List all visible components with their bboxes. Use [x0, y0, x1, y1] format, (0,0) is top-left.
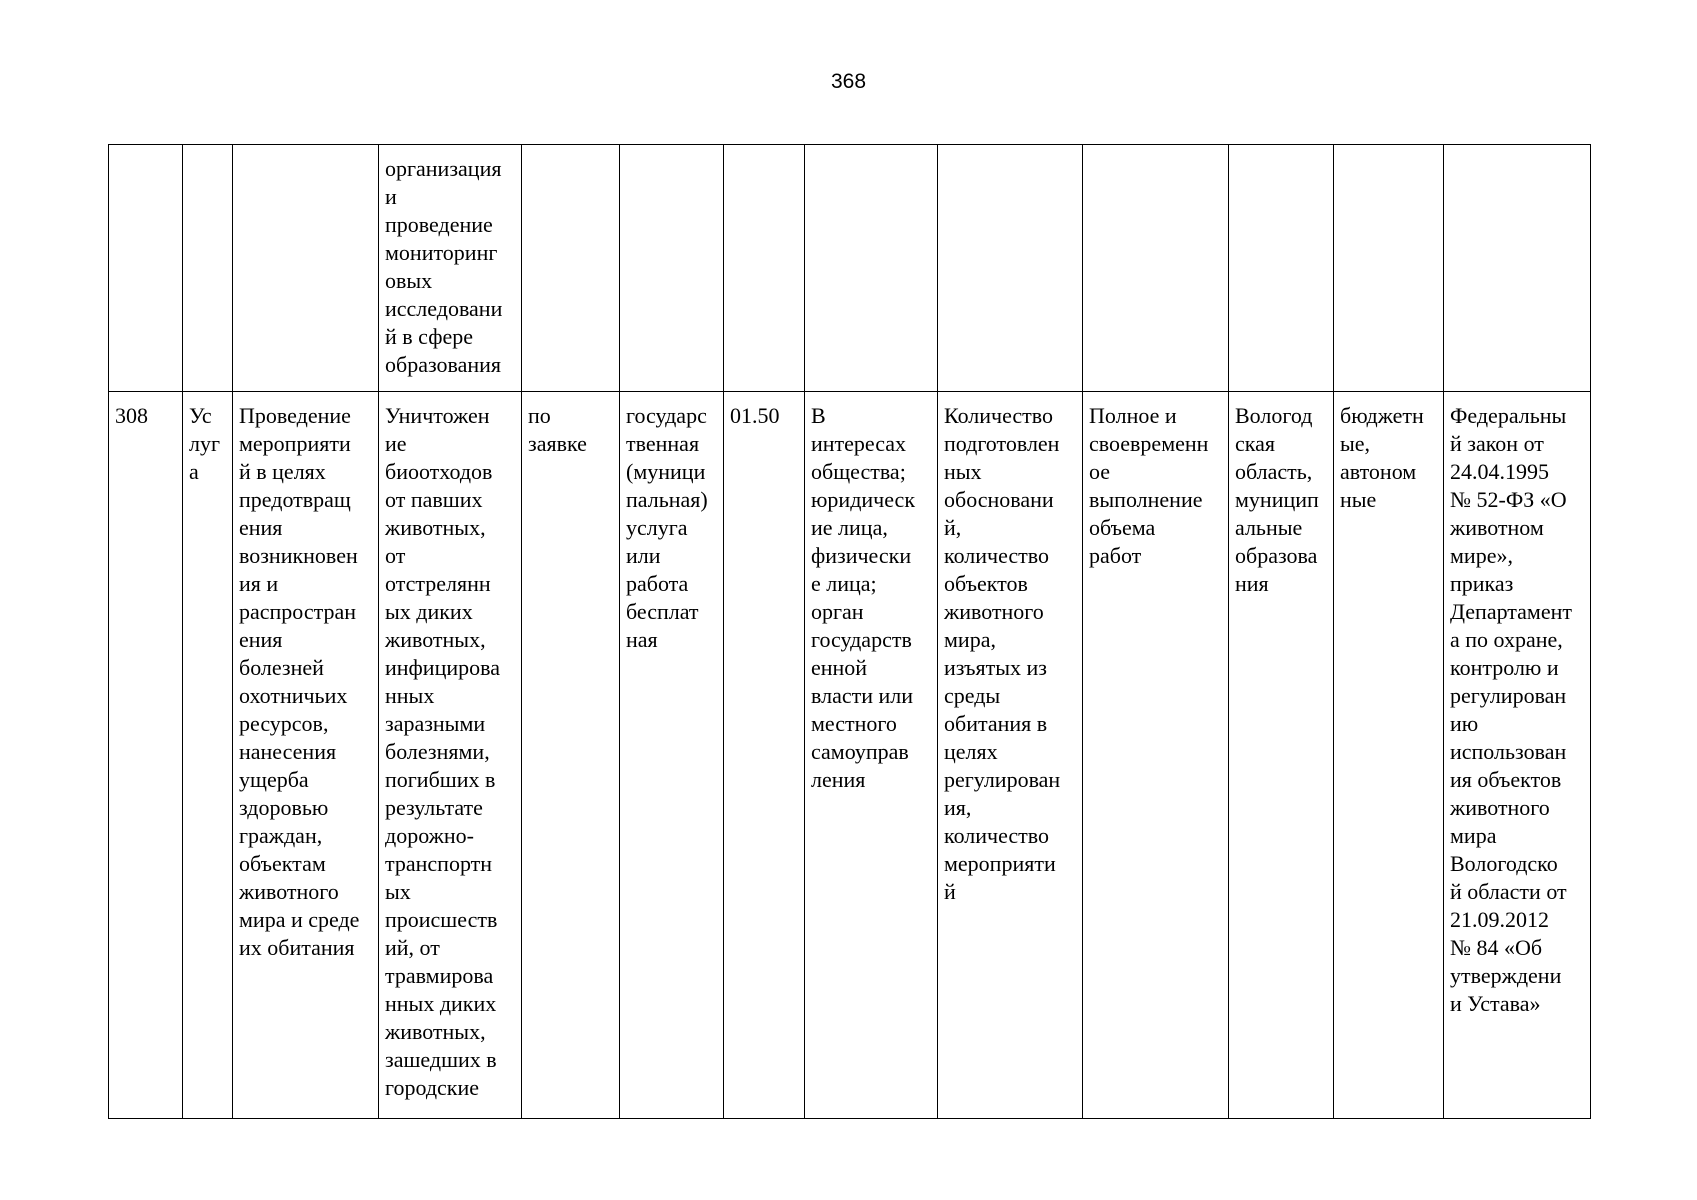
cell-empty [1334, 145, 1444, 392]
cell-empty [938, 145, 1083, 392]
cell-empty [233, 145, 379, 392]
cell-institution-type: бюджетн ые, автоном ные [1334, 392, 1444, 1119]
cell-empty [805, 145, 938, 392]
table-row [109, 392, 1591, 1119]
cell-region: Вологод ская область, муницип альные образова ния [1229, 392, 1334, 1119]
cell-quality: Полное и своевременн ое выполнение объема работ [1083, 392, 1229, 1119]
cell-service-content: Уничтожен ие биоотходов от павших животных, от отстрелянн ых диких животных, инфицирова нных заразными болезнями, погибших в результате дорожно- транспортн ых происшеств ий, от травмирова нных диких животных, зашедших в городские [379, 392, 522, 1119]
cell-service-name: Проведение мероприяти й в целях предотвращ ения возникновен ия и распростран ения болезней охотничьих ресурсов, нанесения ущерба здоровью граждан, объектам животного мира и среде их обитания [233, 392, 379, 1119]
cell-empty [183, 145, 233, 392]
cell-empty [724, 145, 805, 392]
cell-row-number: 308 [109, 392, 183, 1119]
cell-code: 01.50 [724, 392, 805, 1119]
cell-empty [1229, 145, 1334, 392]
cell-empty [1083, 145, 1229, 392]
table-row-continuation [109, 145, 1591, 392]
cell-empty [109, 145, 183, 392]
cell-condition: по заявке [522, 392, 620, 1119]
cell-continuation-content: организация и проведение мониторинг овых исследовани й в сфере образования [379, 145, 522, 392]
services-table [108, 144, 1591, 1119]
cell-indicators: Количество подготовлен ных обосновани й, количество объектов животного мира, изъятых из среды обитания в целях регулирован ия, количество мероприяти й [938, 392, 1083, 1119]
cell-empty [1444, 145, 1591, 392]
cell-type: Ус луг а [183, 392, 233, 1119]
cell-recipients: В интересах общества; юридическ ие лица, физически е лица; орган государств енной власти или местного самоуправ ления [805, 392, 938, 1119]
page-number: 368 [830, 70, 867, 93]
cell-legal-basis: Федеральны й закон от 24.04.1995 № 52-ФЗ «О животном мире», приказ Департамент а по охране, контролю и регулирован ию использован ия объектов животного мира Вологодско й области от 21.09.2012 № 84 «Об утверждени и Устава» [1444, 392, 1591, 1119]
cell-empty [620, 145, 724, 392]
cell-service-kind: государс твенная (муници пальная) услуга или работа бесплат ная [620, 392, 724, 1119]
cell-empty [522, 145, 620, 392]
